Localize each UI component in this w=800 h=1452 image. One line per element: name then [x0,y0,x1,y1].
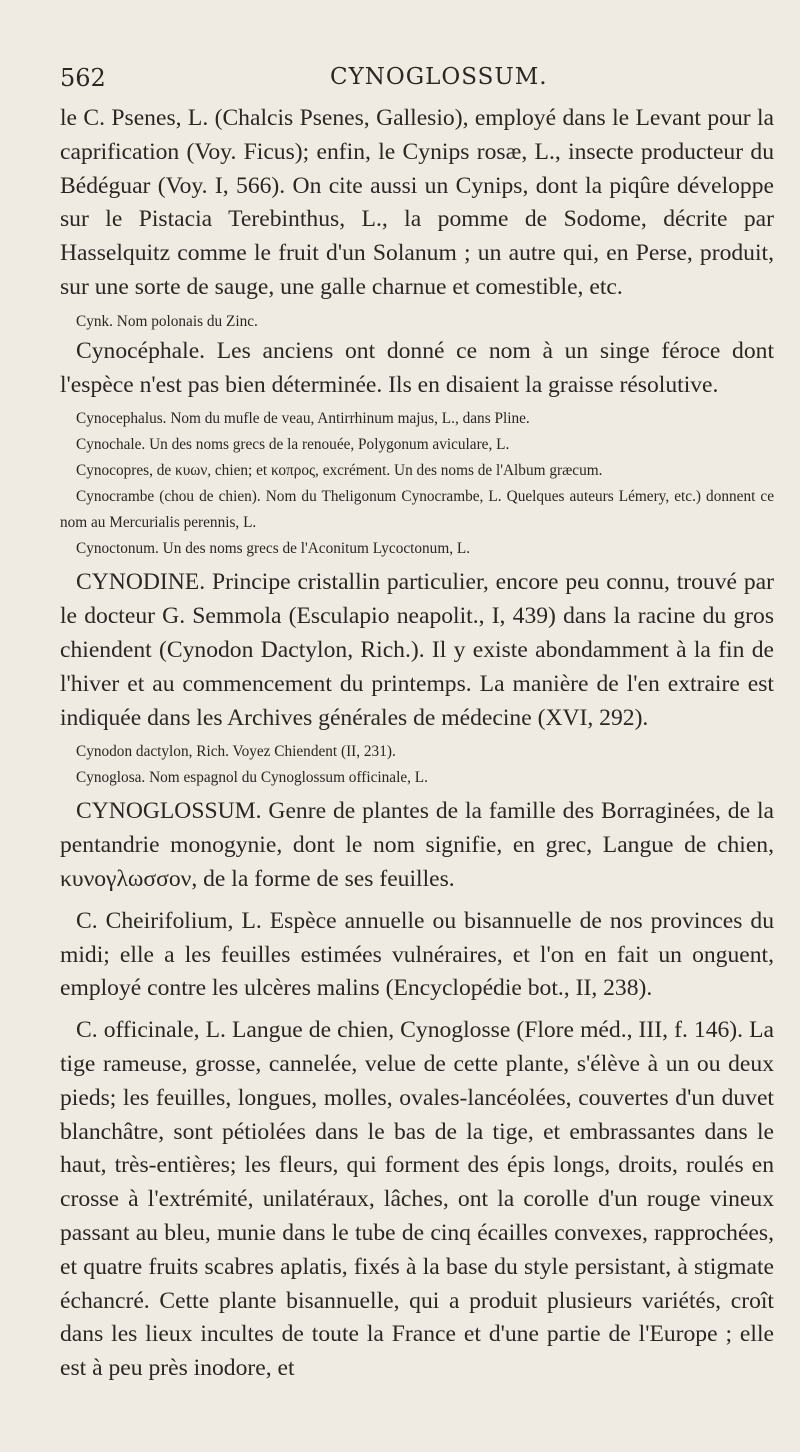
entry-cynoglosa: Cynoglosa. Nom espagnol du Cynoglossum officinale, L. [76,769,428,787]
entry-cynoglossum: CYNOGLOSSUM. Genre de plantes de la famille des Borraginées, de la pentandrie monogynie, dont le nom signifie, en grec, Langue de chien, κυνογλωσσον, de la forme de ses feuilles. [60,798,774,892]
entry-c-officinale: C. officinale, L. Langue de chien, Cynoglosse (Flore méd., III, f. 146). La tige rameuse, grosse, cannelée, velue de cette plante, s'élève à un ou deux pieds; les feuilles, longues, molles, ovales-lancéolées, couvertes d'un duvet blanchâtre, sont pétiolées dans le bas de la tige, et embrassantes dans le haut, très-entières; les fleurs, qui forment des épis longs, droits, roulés en crosse à l'extrémité, unilatéraux, lâches, ont la corolle d'un rouge vineux passant au bleu, munie dans le tube de cinq écailles convexes, rapprochées, et quatre fruits scabres aplatis, fixés à la base du style persistant, à stigmate échancré. Cette plante bisannuelle, qui a produit plusieurs variétés, croît dans les lieux incultes de toute la France et d'une partie de l'Europe ; elle est à peu près inodore, et [60,1017,774,1382]
entry-c-cheirifolium: C. Cheirifolium, L. Espèce annuelle ou bisannuelle de nos provinces du midi; elle a les feuilles estimées vulnéraires, et l'on en fait un onguent, employé contre les ulcères malins (Encyclopédie bot., II, 238). [60,907,774,1002]
entry-cynocephale: Cynocéphale. Les anciens ont donné ce nom à un singe féroce dont l'espèce n'est pas bien déterminée. Ils en disaient la graisse résolutive. [60,337,774,398]
entry-cynocephalus: Cynocephalus. Nom du mufle de veau, Antirrhinum majus, L., dans Pline. [76,410,530,428]
entry-cynoctonum: Cynoctonum. Un des noms grecs de l'Aconitum Lycoctonum, L. [76,540,471,558]
page-header [60,58,774,102]
entry-cynk: Cynk. Nom polonais du Zinc. [76,312,258,330]
entry-cynocrambe: Cynocrambe (chou de chien). Nom du Theligonum Cynocrambe, L. Quelques auteurs Lémery, etc.) donnent ce nom au Mercurialis perennis, L. [60,488,774,532]
entry-cynodon-dactylon: Cynodon dactylon, Rich. Voyez Chiendent (II, 231). [76,743,396,761]
entry-cynocopres: Cynocopres, de κυων, chien; et κοπρος, excrément. Un des noms de l'Album græcum. [76,462,603,480]
entry-cynodine: CYNODINE. Principe cristallin particulier, encore peu connu, trouvé par le docteur G. Semmola (Esculapio neapolit., I, 439) dans la racine du gros chiendent (Cynodon Dactylon, Rich.). Il y existe abondamment à la fin de l'hiver et au commencement du printemps. La manière de l'en extraire est indiquée dans les Archives générales de médecine (XVI, 292). [60,569,774,731]
paragraph-psenes-continuation: le C. Psenes, L. (Chalcis Psenes, Gallesio), employé dans le Levant pour la caprification (Voy. Ficus); enfin, le Cynips rosæ, L., insecte producteur du Bédéguar (Voy. I, 566). On cite aussi un Cynips, dont la piqûre développe sur le Pistacia Terebinthus, L., la pomme de Sodome, décrite par Hasselquitz comme le fruit d'un Solanum ; un autre qui, en Perse, produit, sur une sorte de sauge, une galle charnue et comestible, etc. [60,105,774,300]
entry-cynochale: Cynochale. Un des noms grecs de la renouée, Polygonum aviculare, L. [76,436,510,454]
body-text [60,102,774,1386]
page-number: 562 [60,64,106,92]
running-title: CYNOGLOSSUM. [330,64,548,90]
